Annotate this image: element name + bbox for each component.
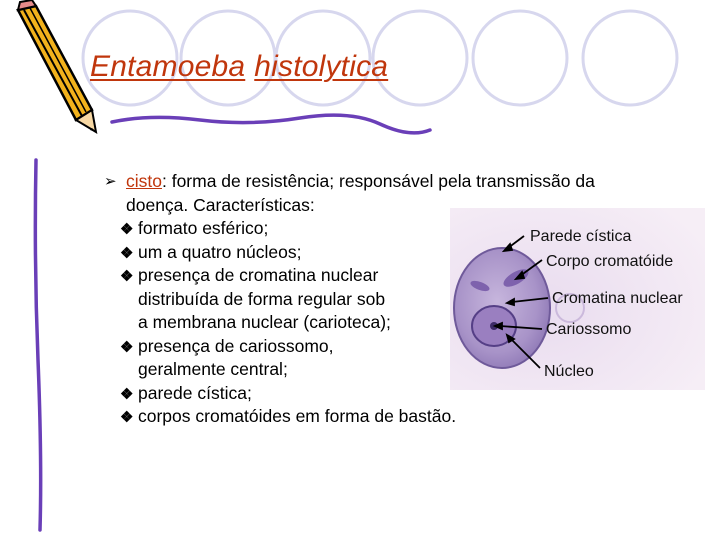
sub-bullet-text: presença de cariossomo, [138, 335, 334, 356]
title-word-1: Entamoeba [90, 50, 246, 83]
sub-bullet-text: formato esférico; [138, 218, 269, 238]
diamond-bullet-icon: ❖ [120, 409, 134, 426]
bullet-cisto-text-1: : forma de resistência; responsável pela transmissão da [161, 171, 595, 191]
sub-bullet-text: corpos cromatóides em forma de bastão. [138, 406, 457, 426]
figure-label-nucleo: Núcleo [544, 363, 594, 380]
sub-bullet-text: presença de cromatina nuclear [138, 265, 379, 285]
cyst-micrograph [450, 208, 705, 390]
figure-label-cromatina: Cromatina nuclear [552, 290, 683, 307]
diamond-bullet-icon: ❖ [120, 268, 134, 285]
bullet-cisto-text-2: doença. Características: [126, 194, 315, 215]
diamond-bullet-icon: ❖ [120, 221, 134, 238]
title-word-2: histolytica [254, 50, 389, 83]
figure-label-cariossomo: Cariossomo [546, 321, 632, 338]
figure-label-corpo: Corpo cromatóide [546, 253, 674, 270]
diamond-bullet-icon: ❖ [120, 385, 134, 403]
sub-bullet-text: a membrana nuclear (carioteca); [138, 312, 391, 332]
diamond-bullet-icon: ❖ [120, 338, 134, 356]
sub-bullet-text: um a quatro núcleos; [138, 241, 302, 262]
sub-bullet [84, 405, 704, 429]
sub-bullet-text: geralmente central; [138, 359, 288, 379]
diamond-bullet-icon: ❖ [120, 244, 134, 262]
arrow-bullet-icon: ➢ [104, 173, 117, 190]
sub-bullet-text: parede cística; [138, 382, 252, 403]
figure-label-parede: Parede cística [530, 228, 632, 245]
cisto-link[interactable]: cisto [126, 171, 162, 191]
sub-bullet-text: distribuída de forma regular sob [138, 288, 386, 309]
